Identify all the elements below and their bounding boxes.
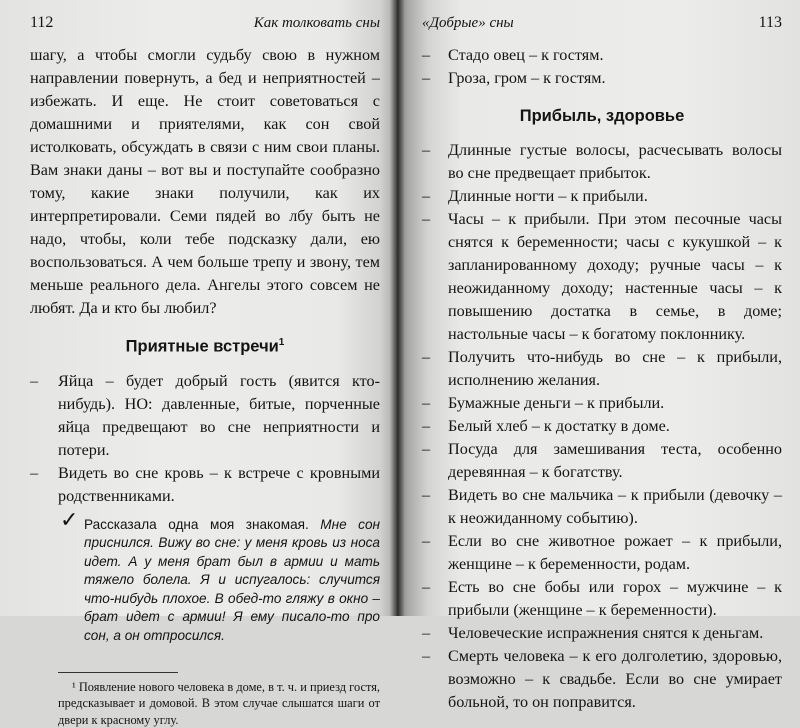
list-item — [422, 67, 782, 90]
list-item — [422, 484, 782, 530]
section-heading-profit: Прибыль, здоровье — [519, 107, 685, 125]
dash-icon: – — [422, 187, 431, 205]
list-item-text: Длинные густые волосы, расчесывать волосы во сне предвещает прибыток. — [448, 141, 782, 182]
dash-icon: – — [422, 210, 431, 228]
dash-icon: – — [422, 578, 431, 596]
dash-icon: – — [30, 463, 39, 482]
list-item — [422, 392, 782, 415]
dash-icon: – — [422, 141, 431, 159]
list-item — [422, 208, 782, 346]
right-running-title: «Добрые» сны — [422, 15, 514, 31]
dash-icon: – — [422, 532, 431, 550]
section-heading-text: Приятные встречи — [125, 337, 279, 356]
section-heading-meetings — [30, 337, 380, 357]
dash-icon: – — [422, 69, 431, 87]
list-item-text: Получить что-нибудь во сне – к прибыли, исполнению желания. — [448, 348, 782, 389]
dash-icon: – — [422, 486, 431, 504]
list-item — [422, 438, 782, 484]
left-running-head — [30, 14, 380, 32]
left-running-title: Как толковать сны — [253, 15, 380, 31]
list-item-text: Человеческие испражнения снятся к деньгам. — [448, 624, 764, 642]
list-item — [422, 139, 782, 185]
list-item-text: Длинные ногти – к прибыли. — [448, 187, 648, 205]
book-spine-shadow — [390, 0, 404, 616]
list-item — [422, 576, 782, 622]
list-item — [422, 185, 782, 208]
dash-icon: – — [422, 394, 431, 412]
right-page — [396, 0, 800, 711]
footnote: ¹ Появление нового человека в доме, в т. ч. и приезд гостя, предсказывает и домовой. В этом случае слышатся шаги от двери к красному углу. — [58, 679, 380, 727]
list-item-text: Посуда для замешивания теста, особенно деревянная – к богатству. — [448, 440, 782, 481]
dash-icon: – — [422, 46, 431, 64]
list-item-text: Бумажные деньги – к прибыли. — [448, 394, 665, 412]
list-item — [30, 462, 380, 508]
checkmark-icon: ✓ — [60, 506, 79, 532]
dash-icon: – — [30, 371, 39, 390]
list-item — [422, 530, 782, 576]
list-item-text: Видеть во сне кровь – к встрече с кровными родственниками. — [58, 463, 380, 505]
list-item-text: Яйца – будет добрый гость (явится кто-нибудь). НО: давленные, битые, порченные яйца предвещают во сне неприятности и потери. — [58, 371, 380, 459]
list-item — [422, 622, 782, 645]
anecdote-note — [58, 506, 380, 646]
list-item — [422, 346, 782, 392]
right-running-head — [422, 14, 782, 32]
list-item — [422, 645, 782, 714]
list-item-text: Белый хлеб – к достатку в доме. — [448, 417, 670, 435]
intro-paragraph: шагу, а чтобы смогли судьбу свою в нужном направлении повернуть, а бед и неприятностей – избежать. И еще. Не стоит советоваться с домашними и приятелями, как сон свой истолковать, обсуждать в связи с ним свои планы. Вам знаки даны – вот вы и поступайте сообразно тому, какие знаки получили, как их интерпретировали. Семи пядей во лбу быть не надо, чтобы, коли тебе подсказку дали, ею воспользоваться. А чем больше трепу и звону, тем меньше реального дела. Ангелы этого совсем не любят. Да и кто бы любил? — [30, 46, 380, 317]
list-item-text: Есть во сне бобы или горох – мужчине – к прибыли (женщине – к беременности). — [448, 578, 782, 619]
note-quote: Мне сон приснился. Вижу во сне: у меня кровь из носа идет. А у меня брат был в армии и мать тяжело болела. Я и испугалось: случится что-нибудь плохое. В обед-то гляжу в окно – брат идет с армии! Я ему писало-то про сон, а он отпросился. — [84, 516, 380, 644]
list-item-text: Видеть во сне мальчика – к прибыли (девочку – к неожиданному событию). — [448, 486, 782, 527]
dash-icon: – — [422, 647, 431, 665]
list-item — [30, 370, 380, 462]
left-page-number: 112 — [30, 14, 54, 31]
right-page-number: 113 — [758, 14, 782, 31]
list-item-text: Гроза, гром – к гостям. — [448, 69, 606, 87]
list-item — [422, 415, 782, 438]
dash-icon: – — [422, 624, 431, 642]
list-item-text: Часы – к прибыли. При этом песочные часы снятся к беременности; часы с кукушкой – к запланированному доходу; ручные часы – к неожиданному доходу; настенные часы – к повышению достатка в семье, в доме; настольные часы – к богатому поклоннику. — [448, 210, 782, 343]
footnote-mark: 1 — [278, 337, 285, 348]
list-item-text: Если во сне животное рожает – к прибыли, женщине – к беременности, родам. — [448, 532, 782, 573]
list-item-text: Стадо овец – к гостям. — [448, 46, 604, 64]
dash-icon: – — [422, 440, 431, 458]
dash-icon: – — [422, 417, 431, 435]
list-item-text: Смерть человека – к его долголетию, здоровью, возможно – к свадьбе. Если во сне умирает больной, то он поправится. — [448, 647, 782, 711]
left-page — [0, 0, 396, 727]
note-intro: Рассказала одна моя знакомая. — [84, 516, 321, 532]
list-item — [422, 44, 782, 67]
footnote-divider — [58, 672, 178, 673]
dash-icon: – — [422, 348, 431, 366]
